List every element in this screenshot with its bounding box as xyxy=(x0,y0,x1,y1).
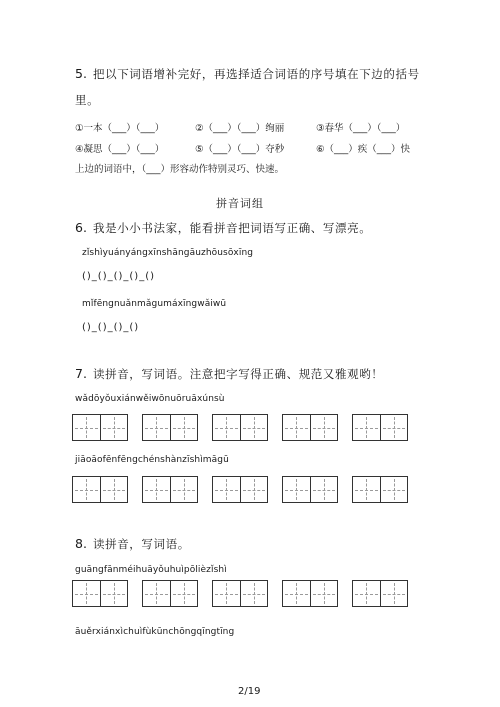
char-box-pair[interactable] xyxy=(72,414,128,441)
q6-blanks-2: ()_()_()_() xyxy=(82,322,140,333)
q6-pinyin-1: zǐshìyuányángxīnshāngāuzhōusōxīng xyxy=(82,248,254,258)
char-box-pair[interactable] xyxy=(282,580,338,607)
char-box-pair[interactable] xyxy=(212,476,268,503)
char-box-pair[interactable] xyxy=(142,414,198,441)
q6-blanks-1: ()_()_()_()_() xyxy=(82,271,156,282)
q7-text: 读拼音，写词语。注意把字写得正确、规范又雅观哟！ xyxy=(93,367,384,381)
q5-line3: 上边的词语中，（___）形容动作特别灵巧、快速。 xyxy=(75,164,285,175)
q5-line1: 把以下词语增补完好，再选择适合词语的序号填在下边的括号 xyxy=(93,67,420,81)
q5-item-1: ①一本（___）（___） xyxy=(75,123,165,134)
page-number: 2/19 xyxy=(238,686,261,697)
char-box-pair[interactable] xyxy=(282,414,338,441)
q6-pinyin-2: mǐfēngnuǎnmǎgumáxīngwǎiwū xyxy=(82,299,227,309)
char-box-pair[interactable] xyxy=(212,414,268,441)
section-title: 拼音词组 xyxy=(216,197,264,210)
q8-writing-grid-1 xyxy=(72,580,417,607)
q5-item-2: ②（___）（___）绚丽 xyxy=(195,123,285,134)
char-box-pair[interactable] xyxy=(352,580,408,607)
q8-text: 读拼音，写词语。 xyxy=(93,537,190,551)
char-box-pair[interactable] xyxy=(142,476,198,503)
q5-item-5: ⑤（___）（___）夺秒 xyxy=(195,144,285,155)
char-box-pair[interactable] xyxy=(72,476,128,503)
q8-pinyin-2: āuěrxiánxìchuìfùkūnchōngqīngtīng xyxy=(75,627,235,637)
q5-item-6: ⑥（___）疾（___）快 xyxy=(316,144,411,155)
q7-number: 7. xyxy=(75,366,87,381)
char-box-pair[interactable] xyxy=(72,580,128,607)
char-box-pair[interactable] xyxy=(282,476,338,503)
char-box-pair[interactable] xyxy=(142,580,198,607)
q5-number: 5. xyxy=(75,66,87,81)
q5-item-4: ④凝思（___）（___） xyxy=(75,144,165,155)
q7-writing-grid-1 xyxy=(72,414,417,441)
q8-number: 8. xyxy=(75,536,87,551)
q7-writing-grid-2 xyxy=(72,476,417,503)
q7-pinyin-2: jiāoāofēnfēngchénshànzīshìmāgū xyxy=(75,455,229,465)
q6-number: 6. xyxy=(75,220,87,235)
q6-text: 我是小小书法家，能看拼音把词语写正确、写漂亮。 xyxy=(93,221,372,235)
char-box-pair[interactable] xyxy=(352,414,408,441)
q5-item-3: ③春华（___）（___） xyxy=(316,123,406,134)
q5-line2: 里。 xyxy=(75,93,100,107)
q7-pinyin-1: wǎdōyǒuxiánwěiwōnuōruāxúnsù xyxy=(75,394,225,404)
char-box-pair[interactable] xyxy=(212,580,268,607)
q8-pinyin-1: guāngfānméihuāyǒuhuìpōlièzǐshì xyxy=(75,565,227,575)
char-box-pair[interactable] xyxy=(352,476,408,503)
